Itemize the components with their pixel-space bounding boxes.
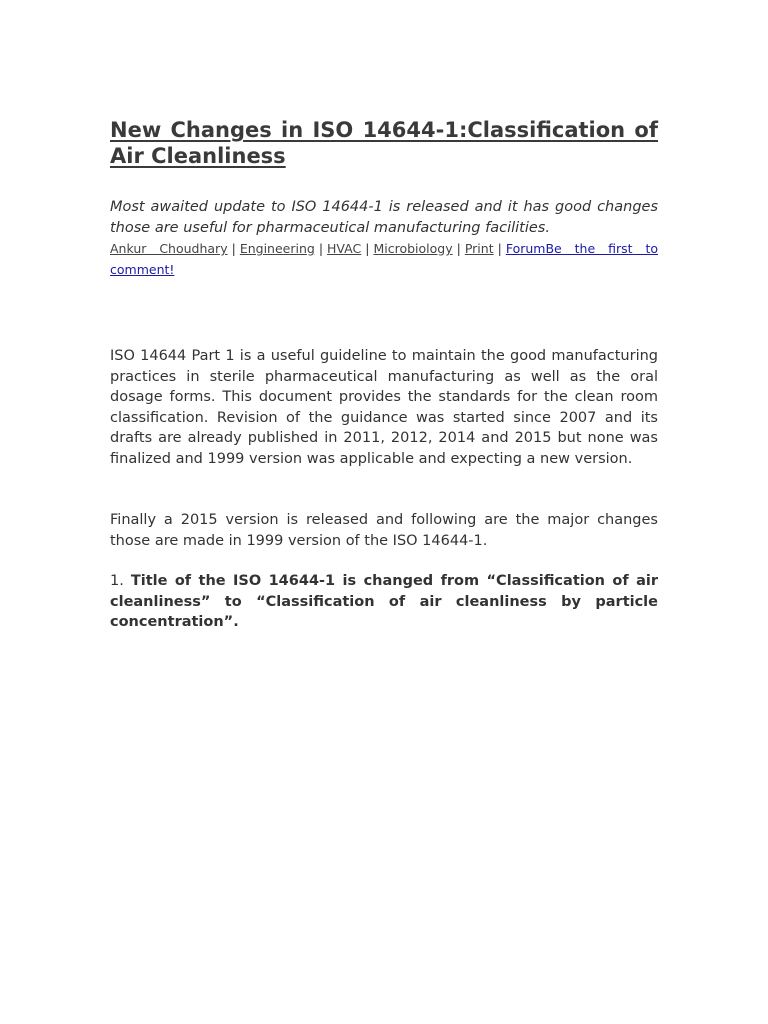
tag-link-hvac[interactable]: HVAC <box>327 241 362 256</box>
meta-separator: | <box>456 241 461 256</box>
article-subtitle: Most awaited update to ISO 14644-1 is released and it has good changes those are useful for pharmaceutical manufacturing facilities. <box>110 199 658 236</box>
comment-link[interactable]: ForumBe the first to comment! <box>110 241 658 277</box>
author-link[interactable]: Ankur Choudhary <box>110 241 228 256</box>
meta-separator: | <box>365 241 370 256</box>
meta-separator: | <box>231 241 236 256</box>
print-link[interactable]: Print <box>464 241 494 256</box>
meta-separator: | <box>497 241 502 256</box>
article-title: New Changes in ISO 14644-1:Classification of Air Cleanliness <box>110 118 658 168</box>
intro-paragraph: ISO 14644 Part 1 is a useful guideline to maintain the good manufacturing practices in sterile pharmaceutical manufacturing as well as the oral dosage forms. This document provides the standards for the clean room classification. Revision of the guidance was started since 2007 and its drafts are already published in 2011, 2012, 2014 and 2015 but none was finalized and 1999 version was applicable and expecting a new version. <box>110 348 658 467</box>
tag-link-engineering[interactable]: Engineering <box>239 241 315 256</box>
changes-intro-paragraph: Finally a 2015 version is released and following are the major changes those are made in 1999 version of the ISO 14644-1. <box>110 512 658 549</box>
change-item-number: 1. <box>110 573 124 589</box>
article-meta <box>110 238 658 280</box>
tag-link-microbiology[interactable]: Microbiology <box>373 241 453 256</box>
meta-separator: | <box>318 241 324 256</box>
article <box>110 117 658 633</box>
change-item-1 <box>110 571 658 633</box>
change-item-text: Title of the ISO 14644-1 is changed from “Classification of air cleanliness” to “Classification of air cleanliness by particle concentration”. <box>110 573 658 630</box>
